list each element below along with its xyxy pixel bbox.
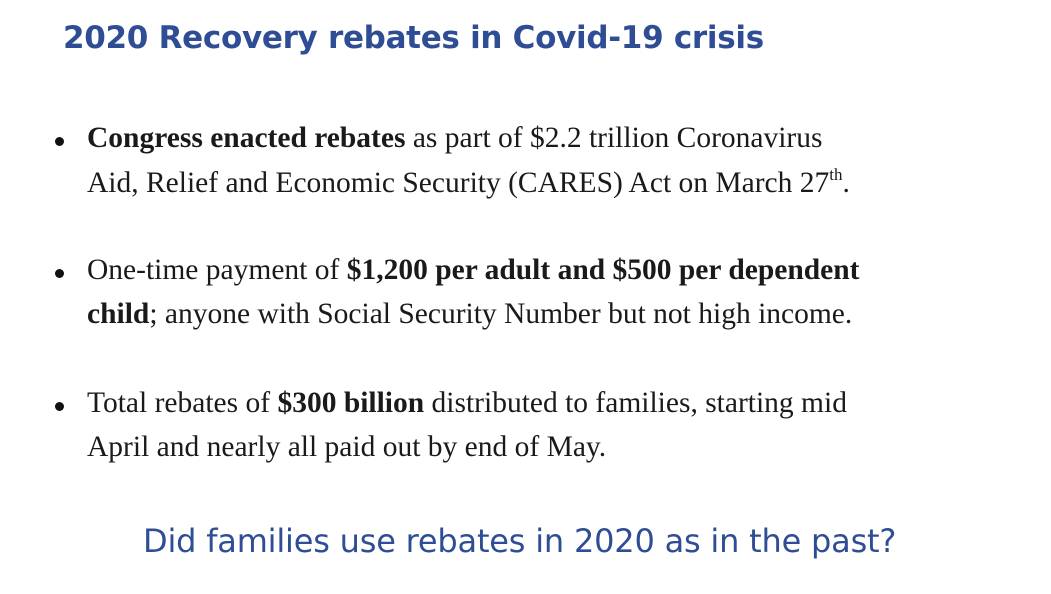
bullet-line xyxy=(87,256,859,286)
bullet-text: April and nearly all paid out by end of May. xyxy=(87,431,607,463)
bullet-line xyxy=(87,300,852,330)
bullet-text: Aid, Relief and Economic Security (CARES) Act on March 27 xyxy=(87,167,830,199)
closing-question: Did families use rebates in 2020 as in the past? xyxy=(143,522,897,560)
bullet-line xyxy=(87,433,606,463)
slide-title: 2020 Recovery rebates in Covid-19 crisis xyxy=(63,20,764,56)
bullet-dot-icon xyxy=(55,402,64,411)
bullet-line xyxy=(87,124,823,154)
bullet-emphasis: $1,200 per adult and $500 per dependent xyxy=(346,254,860,286)
bullet-text: One-time payment of xyxy=(87,254,347,286)
bullet-emphasis: Congress enacted rebates xyxy=(87,122,406,154)
bullet-emphasis: child xyxy=(87,298,150,330)
bullet-text: ; anyone with Social Security Number but not high income. xyxy=(149,298,853,330)
superscript: th xyxy=(829,165,843,184)
bullet-line xyxy=(87,165,850,199)
bullet-text: Total rebates of xyxy=(87,387,278,419)
bullet-emphasis: $300 billion xyxy=(277,387,425,419)
bullet-dot-icon xyxy=(55,269,64,278)
bullet-text: as part of $2.2 trillion Coronavirus xyxy=(405,122,823,154)
bullet-line xyxy=(87,389,847,419)
bullet-dot-icon xyxy=(55,137,64,146)
bullet-text: distributed to families, starting mid xyxy=(424,387,847,419)
bullet-text: . xyxy=(842,167,850,199)
